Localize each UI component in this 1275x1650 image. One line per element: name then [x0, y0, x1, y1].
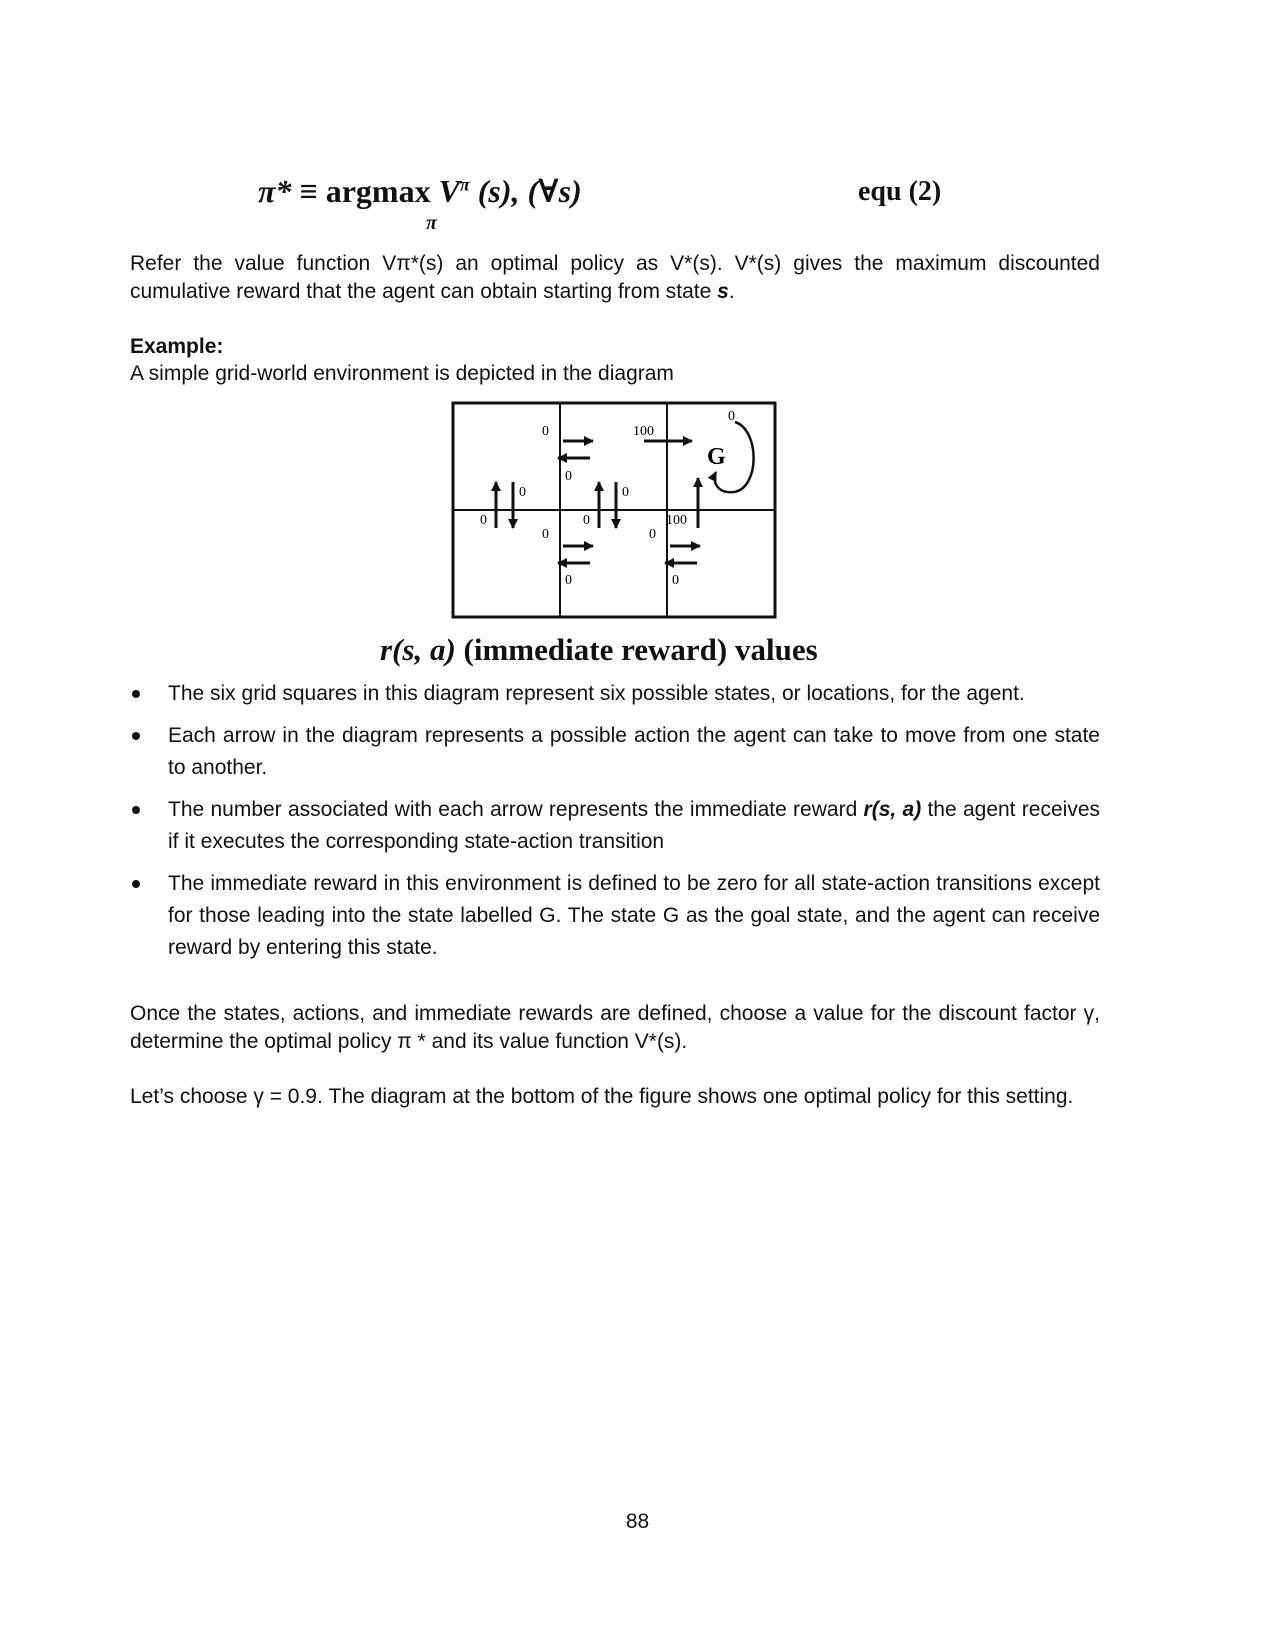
equation-main — [258, 172, 582, 210]
bullet-dot — [132, 732, 140, 740]
reward-bot-mid-left: 0 — [565, 573, 572, 588]
page-number: 88 — [625, 1510, 650, 1533]
reward-goal-loop: 0 — [728, 409, 735, 424]
argmax-text: argmax — [325, 173, 431, 209]
reward-bot-right-right: 0 — [649, 527, 656, 542]
grid-lines — [453, 403, 775, 617]
bullet-dot — [132, 690, 140, 698]
bullet-item: The immediate reward in this environment is defined to be zero for all state-action transitions except for those leading into the state labelled G. The state G as the goal state, and the agent can receive reward by entering this state. — [130, 868, 1100, 964]
bullet-item: The number associated with each arrow represents the immediate reward r(s, a) the agent receives if it executes the corresponding state-action transition — [130, 794, 1100, 858]
reward-mid-up: 0 — [583, 513, 590, 528]
equiv-symbol: ≡ — [299, 173, 318, 209]
grid-svg — [450, 400, 780, 620]
equation-tag: equ (2) — [858, 176, 942, 207]
reward-top-mid-left: 0 — [565, 469, 572, 484]
v-superscript: π — [459, 174, 470, 195]
goal-label: G — [707, 444, 726, 470]
reward-top-right: 100 — [633, 424, 654, 439]
reward-top-mid-right: 0 — [542, 424, 549, 439]
reward-left-up: 0 — [480, 513, 487, 528]
reward-right-up: 100 — [666, 513, 687, 528]
bullet-dot — [132, 880, 140, 888]
bullet-item: Each arrow in the diagram represents a possible action the agent can take to move from one state to another. — [130, 720, 1100, 784]
bullet-dot — [132, 806, 140, 814]
grid-world-diagram — [450, 400, 780, 620]
argmax-subscript: π — [426, 212, 437, 234]
diagram-caption: r(s, a) (immediate reward) values — [380, 632, 818, 667]
bullet-item: The six grid squares in this diagram represent six possible states, or locations, for the agent. — [130, 678, 1100, 710]
paragraph-gamma: Let’s choose γ = 0.9. The diagram at the bottom of the figure shows one optimal policy for this setting. — [130, 1085, 1074, 1108]
bullet-list — [130, 678, 1100, 974]
example-heading: Example: — [130, 335, 224, 358]
reward-bot-mid-right: 0 — [542, 527, 549, 542]
example-line: A simple grid-world environment is depicted in the diagram — [130, 362, 674, 385]
reward-bot-right-left: 0 — [672, 573, 679, 588]
v-symbol: V — [438, 173, 460, 209]
state-s: s — [717, 280, 729, 303]
pi-star: π* — [258, 173, 292, 209]
equation-args: (s), (∀s) — [477, 173, 582, 209]
intro-paragraph: Refer the value function Vπ*(s) an optimal policy as V*(s). V*(s) gives the maximum discounted cumulative reward that the agent can obtain starting from state s. — [130, 252, 1100, 303]
reward-left-down: 0 — [519, 485, 526, 500]
paragraph-discount: Once the states, actions, and immediate rewards are defined, choose a value for the discount factor γ, determine the optimal policy π * and its value function V*(s). — [130, 1002, 1100, 1053]
equation-2 — [258, 172, 978, 242]
reward-mid-down: 0 — [622, 485, 629, 500]
